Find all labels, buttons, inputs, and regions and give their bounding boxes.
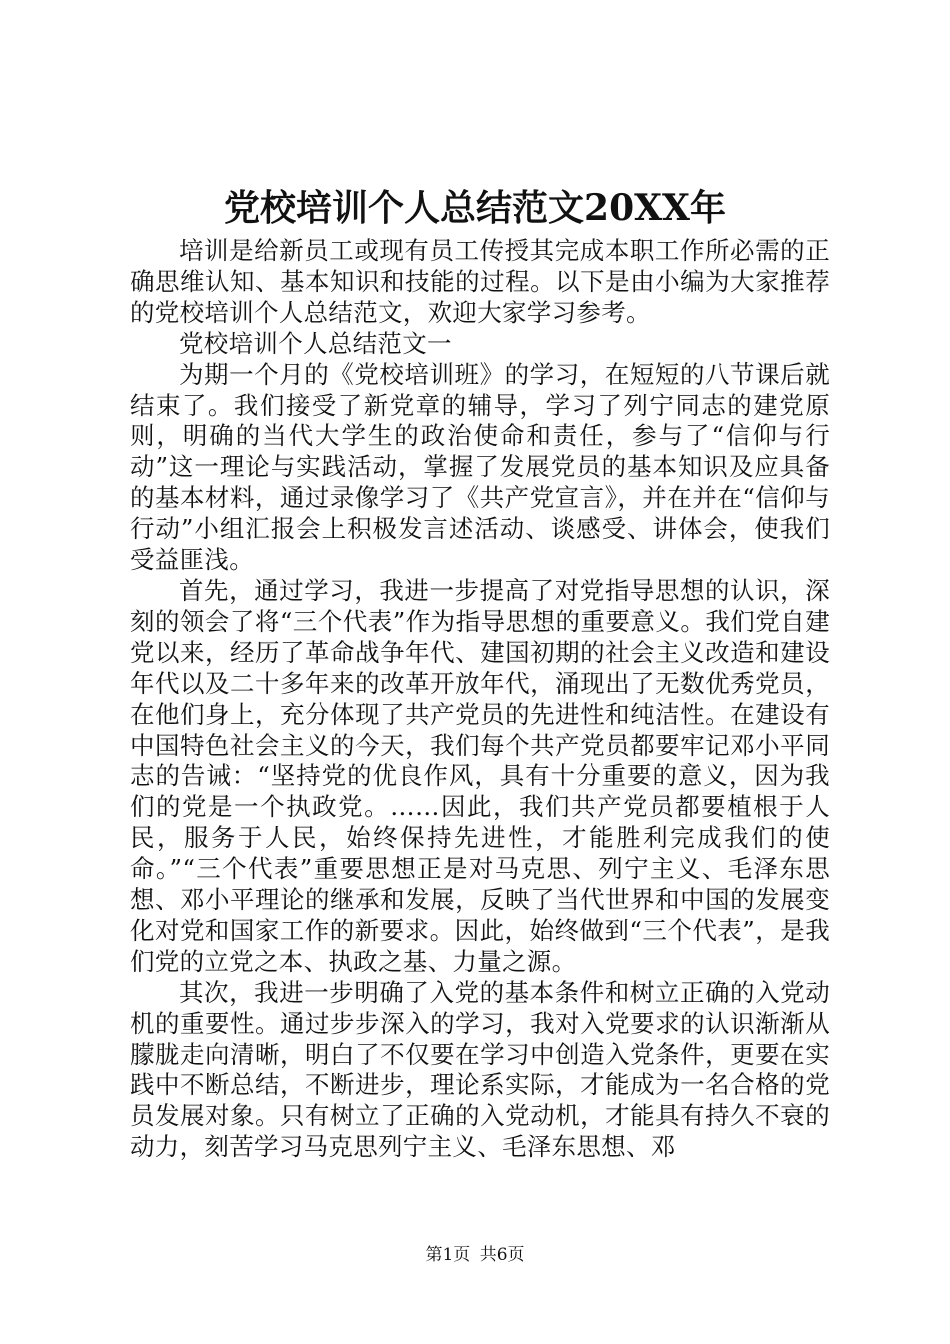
page-number: 第1页: [425, 1245, 471, 1265]
document-body: [130, 236, 830, 1163]
page-total: 共6页: [479, 1245, 525, 1265]
paragraph-subheading: 党校培训个人总结范文一: [179, 328, 452, 358]
document-title: 党校培训个人总结范文20XX年: [224, 187, 726, 229]
paragraph-intro: 培训是给新员工或现有员工传授其完成本职工作所必需的正确思维认知、基本知识和技能的过程。以下是由小编为大家推荐的党校培训个人总结范文，欢迎大家学习参考。: [130, 236, 830, 327]
page-footer: [0, 1244, 950, 1266]
paragraph-3: 其次，我进一步明确了入党的基本条件和树立正确的入党动机的重要性。通过步步深入的学习，我对入党要求的认识渐渐从朦胧走向清晰，明白了不仅要在学习中创造入党条件，更要在实践中不断总结，不断进步，理论系实际，才能成为一名合格的党员发展对象。只有树立了正确的入党动机，才能具有持久不衰的动力，刻苦学习马克思列宁主义、毛泽东思想、邓: [130, 977, 830, 1162]
paragraph-2: 首先，通过学习，我进一步提高了对党指导思想的认识，深刻的领会了将“三个代表”作为指导思想的重要意义。我们党自建党以来，经历了革命战争年代、建国初期的社会主义改造和建设年代以及二十多年来的改革开放年代，涌现出了无数优秀党员，在他们身上，充分体现了共产党员的先进性和纯洁性。在建设有中国特色社会主义的今天，我们每个共产党员都要牢记邓小平同志的告诫：“坚持党的优良作风，具有十分重要的意义，因为我们的党是一个执政党。……因此，我们共产党员都要植根于人民，服务于人民，始终保持先进性，才能胜利完成我们的使命。”“三个代表”重要思想正是对马克思、列宁主义、毛泽东思想、邓小平理论的继承和发展，反映了当代世界和中国的发展变化对党和国家工作的新要求。因此，始终做到“三个代表”，是我们党的立党之本、执政之基、力量之源。: [130, 575, 830, 976]
paragraph-1: 为期一个月的《党校培训班》的学习，在短短的八节课后就结束了。我们接受了新党章的辅导，学习了列宁同志的建党原则，明确的当代大学生的政治使命和责任，参与了“信仰与行动”这一理论与实践活动，掌握了发展党员的基本知识及应具备的基本材料，通过录像学习了《共产党宣言》，并在并在“信仰与行动”小组汇报会上积极发言述活动、谈感受、讲体会，使我们受益匪浅。: [130, 359, 831, 575]
